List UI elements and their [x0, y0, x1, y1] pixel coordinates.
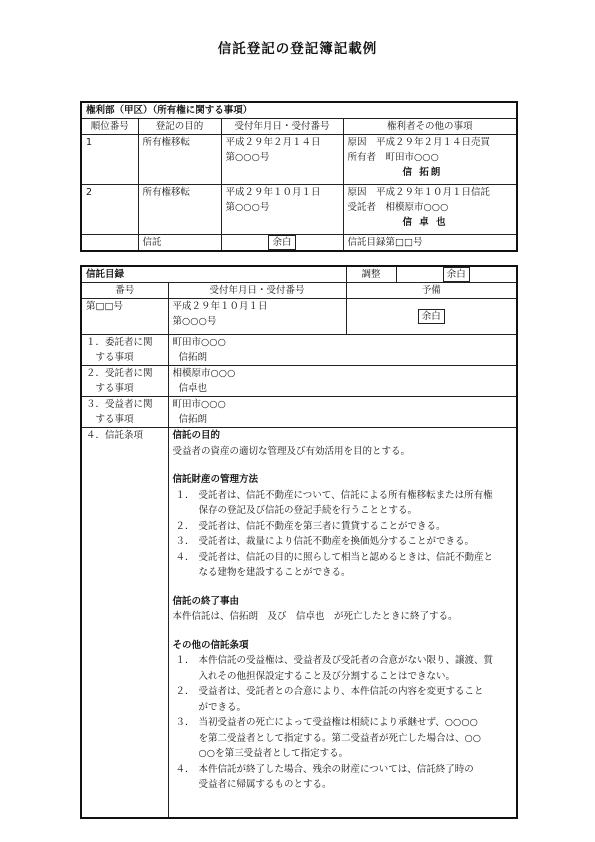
item-text — [199, 762, 513, 793]
item-text — [199, 488, 513, 519]
receipt-date: 平成２９年１０月１日 — [225, 187, 321, 198]
purpose-cell: 所有権移転 — [138, 135, 221, 185]
list-item — [173, 653, 513, 684]
purpose-text: 受益者の資産の適切な管理及び有効活用を目的とする。 — [172, 445, 411, 457]
trust-catalog-table — [80, 265, 518, 819]
item-number: １． — [175, 655, 195, 666]
item-number: ４． — [175, 551, 195, 563]
blank-stamp: 余白 — [443, 267, 470, 282]
receipt-date: 平成２９年２月１４日 — [225, 137, 321, 148]
catalog-number-cell: 第□□号 — [81, 299, 168, 335]
item-line: 本件信託の受益権は、受益者及び受託者の合意がない限り、譲渡、質 — [198, 655, 494, 666]
item-line: 当初受益者の死亡によって受益権は相続により承継せず、○○○○ — [198, 717, 478, 728]
purpose-cell: 所有権移転 — [138, 185, 221, 235]
end-heading: 信託の終了事由 — [172, 595, 240, 607]
trust-remarks-cell: 信託目録第□□号 — [343, 235, 517, 252]
item-text — [199, 519, 513, 535]
item-line: ○○を第三受益者として指定する。 — [198, 748, 349, 759]
party-label: ３．受益者に関 — [86, 399, 153, 410]
catalog-receipt-cell — [168, 299, 346, 335]
item-text — [199, 715, 513, 762]
trust-terms-label: ４．信託条項 — [81, 428, 168, 818]
item-text — [199, 550, 513, 581]
item-line: 受益者は、受託者との合意により、本件信託の内容を変更すること — [198, 686, 484, 697]
item-number: １． — [175, 489, 195, 501]
adjust-label: 調整 — [346, 266, 396, 283]
list-item — [173, 550, 513, 581]
other-terms-list — [173, 653, 513, 793]
trust-terms-cell — [168, 428, 517, 818]
receipt-number: 第○○○号 — [225, 152, 270, 163]
blank-stamp: 余白 — [418, 309, 445, 324]
item-line: 保存の登記及び信託の登記手続を行うこととする。 — [198, 505, 418, 516]
party-label: ２．受託者に関 — [86, 368, 153, 379]
item-line: 受託者は、信託不動産を第三者に賃貸することができる。 — [198, 520, 446, 532]
party-address: 町田市○○○ — [172, 399, 226, 410]
item-line: 入れその他担保設定すること及び分割することはできない。 — [198, 670, 456, 682]
column-header-receipt: 受付年月日・受付番号 — [168, 283, 346, 299]
cause-text: 原因 平成２９年１０月１日信託 — [347, 187, 491, 198]
rank-cell: 2 — [81, 185, 138, 235]
trust-catalog-heading: 信託目録 — [81, 266, 346, 283]
cause-text: 原因 平成２９年２月１４日売買 — [347, 137, 491, 148]
blank-stamp: 余白 — [268, 235, 295, 250]
management-heading: 信託財産の管理方法 — [172, 474, 259, 485]
other-heading: その他の信託条項 — [172, 639, 249, 651]
table-row — [81, 135, 517, 185]
item-number: ４． — [175, 763, 195, 775]
receipt-cell — [221, 135, 343, 185]
item-number: ２． — [175, 686, 195, 697]
receipt-number: 第○○○号 — [225, 202, 270, 213]
purpose-heading: 信託の目的 — [172, 430, 221, 441]
item-number: ３． — [175, 536, 195, 547]
catalog-reserve-cell — [346, 299, 517, 335]
rank-cell: 1 — [81, 135, 138, 185]
holder-cell — [343, 135, 517, 185]
item-text — [199, 534, 513, 550]
column-header-number: 番号 — [81, 283, 168, 299]
item-text — [199, 653, 513, 684]
party-label: する事項 — [86, 352, 134, 363]
list-item — [173, 519, 513, 535]
management-list — [173, 488, 513, 581]
party-name: 信拓朗 — [178, 352, 208, 363]
party-row-beneficiary — [81, 397, 517, 428]
catalog-date: 平成２９年１０月１日 — [172, 301, 268, 312]
trust-row — [81, 235, 517, 252]
list-item — [173, 488, 513, 519]
party-name: 信拓朗 — [178, 414, 208, 425]
party-label: １．委託者に関 — [86, 337, 153, 348]
catalog-receipt-number: 第○○○号 — [172, 316, 217, 327]
item-line: なる建物を建設することができる。 — [198, 567, 351, 578]
party-address: 相模原市○○○ — [172, 368, 236, 379]
party-label: する事項 — [86, 383, 134, 394]
trust-date-cell — [221, 235, 343, 252]
item-line: を第二受益者として指定する。第二受益者が死亡した場合は、○○ — [198, 732, 482, 744]
party-row-settlor — [81, 335, 517, 366]
holder-name: 信 拓朗 — [402, 167, 443, 178]
column-header-reserve: 予備 — [346, 283, 517, 299]
item-number: ２． — [175, 520, 195, 532]
column-header-rank: 順位番号 — [81, 119, 138, 135]
party-label: する事項 — [86, 414, 134, 425]
list-item — [173, 684, 513, 715]
party-name: 信卓也 — [178, 383, 208, 394]
item-line: 受託者は、裁量により信託不動産を換価処分することができる。 — [198, 536, 475, 547]
list-item — [173, 762, 513, 793]
column-header-receipt: 受付年月日・受付番号 — [221, 119, 343, 135]
item-line: 本件信託が終了した場合、残余の財産については、信託終了時の — [198, 763, 474, 775]
trust-purpose-cell: 信託 — [138, 235, 221, 252]
item-line: 受託者は、信託不動産について、信託による所有権移転または所有権 — [198, 489, 493, 501]
adjust-value-cell — [396, 266, 517, 283]
party-address: 町田市○○○ — [172, 337, 226, 348]
list-item — [173, 534, 513, 550]
document-title: 信託登記の登記簿記載例 — [217, 41, 378, 57]
holder-cell — [343, 185, 517, 235]
receipt-cell — [221, 185, 343, 235]
rights-section-table — [80, 101, 518, 252]
holder-address: 受託者 相模原市○○○ — [347, 202, 449, 213]
column-header-holder: 権利者その他の事項 — [343, 119, 517, 135]
list-item — [173, 715, 513, 762]
column-header-purpose: 登記の目的 — [138, 119, 221, 135]
item-line: 受益者に帰属するものとする。 — [198, 779, 332, 790]
rights-section-heading: 権利部（甲区）（所有権に関する事項） — [81, 102, 517, 119]
holder-name: 信 卓 也 — [402, 217, 448, 228]
item-text — [199, 684, 513, 715]
item-number: ３． — [175, 717, 195, 728]
trust-terms-row — [81, 428, 517, 818]
party-row-trustee — [81, 366, 517, 397]
table-row — [81, 185, 517, 235]
item-line: ができる。 — [198, 701, 247, 713]
holder-address: 所有者 町田市○○○ — [347, 152, 439, 163]
item-line: 受託者は、信託の目的に照らして相当と認めるときは、信託不動産と — [198, 551, 494, 563]
end-text: 本件信託は、信拓朗 及び 信卓也 が死亡したときに終了する。 — [172, 611, 458, 622]
